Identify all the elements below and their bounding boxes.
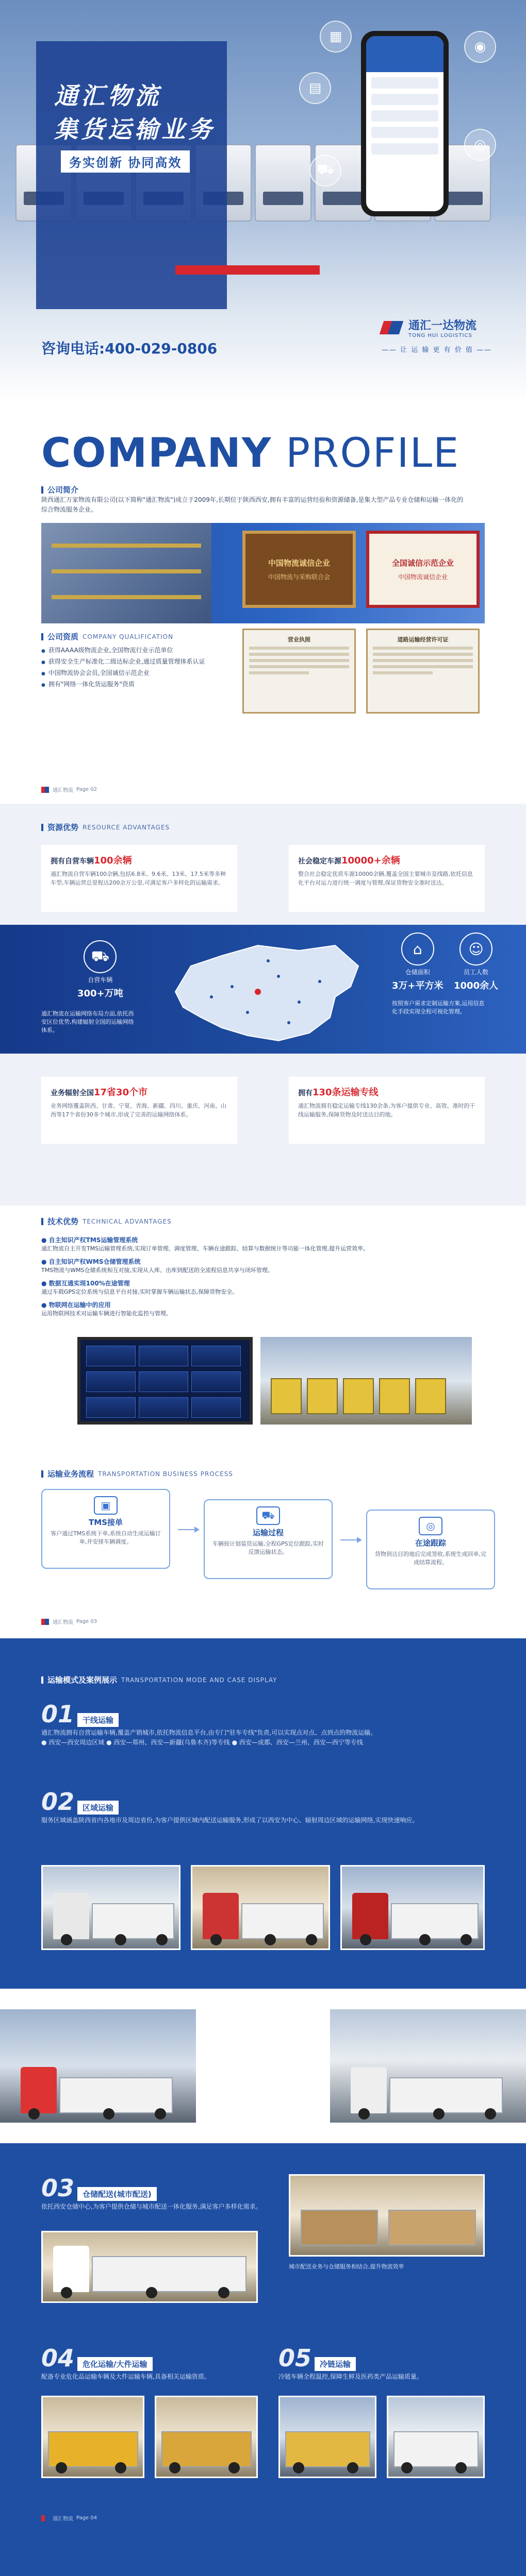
list-item: ● 中国物流协会会员,全国诚信示范企业 xyxy=(41,668,227,679)
adv-card-coverage: 业务辐射全国17省30个市 业务网络覆盖陕西、甘肃、宁夏、青海、新疆、四川、重庆、河南、山西等17个省份30多个城市,形成了完善的运输网络体系。 xyxy=(41,1077,237,1144)
list-item: ● 拥有"网络一体化货运服务"资质 xyxy=(41,679,227,690)
location-icon: ◉ xyxy=(464,31,496,63)
mode-trunk-transport: 01 干线运输 通汇物流拥有自营运输车辆,覆盖产销城市,依托物流信息平台,由专门"驻车专线"负责,可以实现点对点、点到点的物流运输。 ● 西安—西安周边区域 ● 西安—郑州、西安—新疆(乌鲁木齐)等专线 ● 西安—成都、西安—兰州、西安—西宁等专线 xyxy=(41,1700,377,1746)
profile-title: COMPANY PROFILE xyxy=(41,430,460,477)
logo-mark-icon xyxy=(382,319,404,336)
chart-icon: ▤ xyxy=(299,72,331,104)
fleet-photo xyxy=(260,1337,472,1425)
highway-photo xyxy=(0,2009,196,2123)
adv-card-social-vehicles: 社会稳定车源10000+余辆 整合社会稳定优质车源10000余辆,覆盖全国主要城市及线路,依托信息化平台对运力进行统一调度与管理,保证货物安全准时送达。 xyxy=(289,845,485,912)
building-icon: ▦ xyxy=(320,21,352,53)
transport-permit: 道路运输经营许可证 xyxy=(366,629,480,714)
truck-icon: ⛟ xyxy=(309,155,341,187)
map-side-text-left: 通汇物流在运输网络布局方面,依托西安区位优势,构建辐射全国的运输网络体系。 xyxy=(41,1010,134,1033)
list-item: ● 获得AAAA级物流企业,全国物流行业示范单位 xyxy=(41,645,227,656)
stat-warehouse: ⌂ 仓储面积 3万+平方米 xyxy=(392,933,443,992)
license-documents xyxy=(242,629,480,714)
highway-photo xyxy=(330,2009,526,2123)
logo-name: 通汇一达物流 xyxy=(408,319,477,332)
truck-icon: ⛟ xyxy=(84,940,117,973)
page-footer: 通汇物流 Page 04 xyxy=(41,2514,97,2522)
mode-regional-transport: 02 区域运输 服务区域涵盖陕西省内各地市及周边省份,为客户提供区域内配送运输服务,形成了以西安为中心、辐射周边区域的运输网络,实现快速响应。 xyxy=(41,1788,419,1824)
phone-mockup xyxy=(361,31,449,216)
certificate-plaque: 中国物流诚信企业 中国物流与采购联合会 xyxy=(242,531,356,608)
company-logo xyxy=(382,317,476,338)
coldchain-photo xyxy=(278,2396,376,2478)
case-photo-truck xyxy=(41,1865,180,1950)
mode-warehouse-distribution: 03 仓储配送(城市配送) 依托西安仓储中心,为客户提供仓储与城市配送一体化服务,满足客户多样化需求。 xyxy=(41,2174,262,2210)
tech-body: ● 自主知识产权TMS运输管理系统 通汇物流自主开发TMS运输管理系统,实现订单管理、调度管理、车辆在途跟踪、结算与数据统计等功能一体化管理,提升运营效率。 ● 自主知识产权WMS仓储管理系统 TMS物流与WMS仓储系统相互对接,实现从入库、出库到配送的全流程信息共享与闭环管理。 ● 数据互通实现100%在途管理 通过车载GPS定位系统与信息平台对接,实时掌握车辆运输状态,保障货物安全。 ● 物联网在运输中的应用 运用物联网技术对运输车辆进行智能化监控与管理。 xyxy=(41,1236,369,1317)
hazmat-photo xyxy=(41,2396,144,2478)
business-license: 营业执照 xyxy=(242,629,356,714)
globe-icon: ◎ xyxy=(464,129,496,161)
page-footer: 通汇物流 Page 03 xyxy=(41,1618,97,1625)
warehouse-loading-photo xyxy=(289,2174,485,2257)
hero-section xyxy=(0,0,526,402)
technical-advantages-section: 技术优势 TECHNICAL ADVANTAGES ● 自主知识产权TMS运输管理系统 通汇物流自主开发TMS运输管理系统,实现订单管理、调度管理、车辆在途跟踪、结算与数据统计等功能一体化管理,提升运营效率。 ● 自主知识产权WMS仓储管理系统 TMS物流与WMS仓储系统相互对接,实现从入库、出库到配送的全流程信息共享与闭环管理。 ● 数据互通实现100%在途管理 通过车载GPS定位系统与信息平台对接,实时掌握车辆运输状态,保障货物安全。 ● 物联网在运输中的应用 运用物联网技术对运输车辆进行智能化监控与管理。 xyxy=(0,1206,526,1463)
coldchain-photo xyxy=(387,2396,485,2478)
warehouse-caption: 城市配送业务与仓储服务相结合,提升物流效率 xyxy=(289,2263,404,2270)
adv-heading: 资源优势 xyxy=(47,823,79,832)
mode-hazmat-transport: 04 危化运输/大件运输 配备专业危化品运输车辆及大件运输车辆,具备相关运输资质。 xyxy=(41,2344,210,2380)
transport-modes-section: 运输模式及案例展示 TRANSPORTATION MODE AND CASE DISPLAY 01 干线运输 通汇物流拥有自营运输车辆,覆盖产销城市,依托物流信息平台,由专门"驻车专线"负责,可以实现点对点、点到点的物流运输。 ● 西安—西安周边区域 ● 西安—郑州、西安—新疆(乌鲁木齐)等专线 ● 西安—成都、西安—兰州、西安—西宁等专线 02 区域运输 服务区域涵盖陕西省内各地市及周边省份,为客户提供区域内配送运输服务,形成了以西安为中心、辐射周边区域的运输网络,实现快速响应。 03 仓储配送(城市配送) 依托西安仓储中心,为客户提供仓储与城市配送一体化服务,满足客户多样化需求。 城市配送业务与仓储服务相结合,提升物流效率 04 危化运输/大件运输 配备专业危化品运输车辆及大件运输车辆,具备相关运输资质。 05 冷链运输 冷链车辆全程温控,保障生鲜及医药类产品运输质量。 通汇物流 Page 04 xyxy=(0,1638,526,2576)
company-profile-section xyxy=(0,402,526,804)
hero-title-line1: 通汇物流 xyxy=(54,82,161,110)
adv-card-lines: 拥有130条运输专线 通汇物流拥有稳定运输专线130余条,为客户提供专业、高效、准时的干线运输服务,保障货物及时送达目的地。 xyxy=(289,1077,485,1144)
mode-cold-chain: 05 冷链运输 冷链车辆全程温控,保障生鲜及医药类产品运输质量。 xyxy=(278,2344,423,2380)
warehouse-icon: ⌂ xyxy=(401,933,434,965)
people-icon: ☺ xyxy=(459,933,492,965)
process-step-tracking: ◎ 在途跟踪 货物到达目的地后完成签收,系统生成回单,完成结算流程。 xyxy=(366,1510,495,1589)
certificates xyxy=(242,531,480,608)
adv-card-own-vehicles: 拥有自营车辆100余辆 通汇物流自营车辆100余辆,包括6.8米、9.6米、13米、17.5米等多种车型,车辆运营总里程达200余万公里,可满足客户多样化的运输需求。 xyxy=(41,845,237,912)
qualification-list xyxy=(41,645,227,690)
hero-slogan: 务实创新 协同高效 xyxy=(61,150,190,173)
case-photo-truck xyxy=(340,1865,485,1950)
certificate-award: 全国诚信示范企业 中国物流诚信企业 xyxy=(366,531,480,608)
stat-vehicles: ⛟ 自营车辆 300+万吨 xyxy=(77,940,123,999)
process-step-transport: ⛟ 运输过程 车辆按计划装货运输,全程GPS定位跟踪,实时反馈运输状态。 xyxy=(204,1499,333,1579)
arrow-icon xyxy=(178,1529,199,1530)
hero-red-bar xyxy=(175,265,320,275)
process-step-order: ▣ TMS接单 客户通过TMS系统下单,系统自动生成运输订单,并安排车辆调度。 xyxy=(41,1489,170,1569)
case-photo-truck xyxy=(191,1865,330,1950)
city-delivery-photo xyxy=(41,2231,258,2303)
warehouse-photo xyxy=(41,523,211,623)
tracking-icon: ◎ xyxy=(419,1517,442,1535)
business-process-section: 运输业务流程 TRANSPORTATION BUSINESS PROCESS ▣ TMS接单 客户通过TMS系统下单,系统自动生成运输订单,并安排车辆调度。 ⛟ 运输过程 车辆按计划装货运输,全程GPS定位跟踪,实时反馈运输状态。 ◎ 在途跟踪 货物到达目的地后完成签收,系统生成回单,完成结算流程。 通汇物流 Page 03 xyxy=(0,1463,526,1638)
company-intro xyxy=(41,484,464,515)
arrow-icon xyxy=(340,1539,361,1540)
china-map-graphic xyxy=(155,930,371,1048)
oversize-photo xyxy=(155,2396,258,2478)
truck-icon: ⛟ xyxy=(256,1506,280,1525)
intro-text: 陕西通汇万家物流有限公司(以下简称"通汇物流")成立于2009年,长期位于陕西西安,拥有丰富的运营经验和资源储备,是集大型产品专业仓储和运输一体化的综合物流服务企业。 xyxy=(41,496,464,513)
tms-icon: ▣ xyxy=(94,1496,118,1515)
monitoring-screen-photo xyxy=(77,1337,253,1425)
hero-contact-phone: 咨询电话:400-029-0806 xyxy=(41,340,218,357)
company-qualification: 公司资质 COMPANY QUALIFICATION ● 获得AAAA级物流企业,全国物流行业示范单位 ● 获得安全生产标准化二级达标企业,通过质量管理体系认证 ● 中国物流协会会员,全国诚信示范企业 ● 拥有"网络一体化货运服务"资质 xyxy=(41,631,227,690)
logo-tagline: —— 让 运 输 更 有 价 值 —— xyxy=(382,346,492,354)
intro-heading: 公司简介 xyxy=(47,485,79,495)
stat-staff: ☺ 员工人数 1000余人 xyxy=(454,933,498,992)
resource-advantages-section: 资源优势 RESOURCE ADVANTAGES 拥有自营车辆100余辆 通汇物流自营车辆100余辆,包括6.8米、9.6米、13米、17.5米等多种车型,车辆运营总里程达200余万公里,可满足客户多样化的运输需求。 社会稳定车源10000+余辆 整合社会稳定优质车源10000余辆,覆盖全国主要城市及线路,依托信息化平台对运力进行统一调度与管理,保证货物安全准时送达。 ⛟ 自营车辆 300+万吨 ⌂ 仓储面积 3万+平方米 ☺ 员工人数 1000余人 通汇物流在运输网络布局方面,依托西安区位优势,构建辐射全国的运输网络体系。 按照客户需求定制运输方案,运用信息化手段实现全程可视化管理。 业务辐射全国17省30个市 业务网络覆盖陕西、甘肃、宁夏、青海、新疆、四川、重庆、河南、山西等17个省份30多个城市,形成了完善的运输网络体系。 拥有130条运输专线 通汇物流拥有稳定运输专线130余条,为客户提供专业、高效、准时的干线运输服务,保障货物及时送达目的地。 xyxy=(0,804,526,1206)
logo-english: TONG HUI LOGISTICS xyxy=(408,333,472,338)
hero-title-line2: 集货运输业务 xyxy=(54,115,215,143)
page-footer: 通汇物流 Page 02 xyxy=(41,786,97,793)
list-item: ● 获得安全生产标准化二级达标企业,通过质量管理体系认证 xyxy=(41,656,227,668)
map-side-text-right: 按照客户需求定制运输方案,运用信息化手段实现全程可视化管理。 xyxy=(392,1000,485,1015)
